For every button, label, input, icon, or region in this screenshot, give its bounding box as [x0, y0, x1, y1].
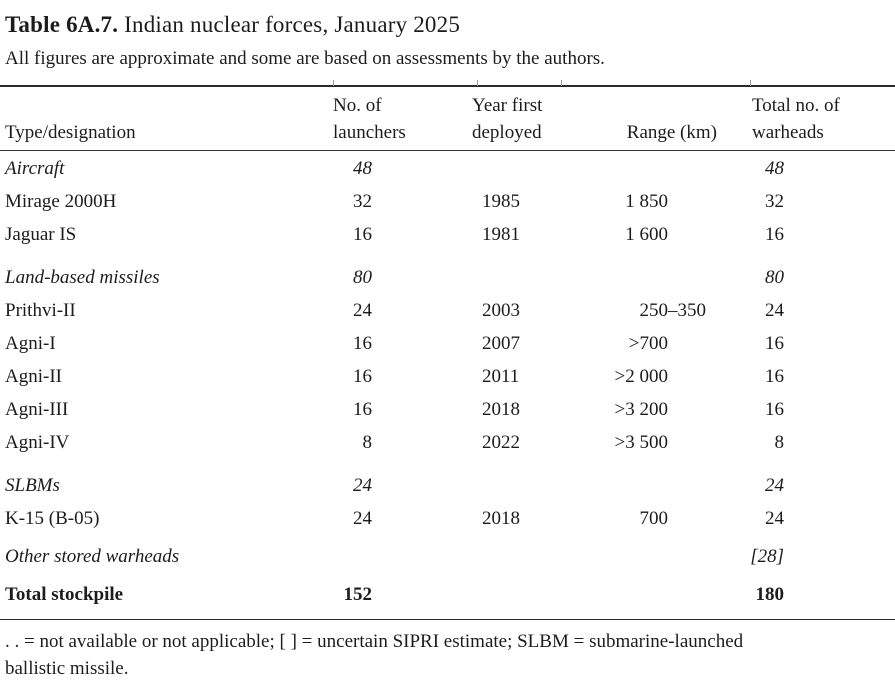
cell-type: Agni-IV: [5, 432, 70, 453]
cell-range: 700: [639, 508, 668, 529]
footnote-line-2: ballistic missile.: [5, 658, 129, 679]
cell-launchers: 24: [353, 508, 372, 529]
cell-range: 250–350: [639, 300, 706, 321]
cell-launchers: 24: [353, 300, 372, 321]
cell-launchers: 32: [353, 191, 372, 212]
table-title-text: Indian nuclear forces, January 2025: [118, 12, 461, 37]
cell-year: 2011: [482, 366, 520, 387]
cell-range: >3 200: [614, 399, 668, 420]
cell-launchers: 16: [353, 366, 372, 387]
cell-warheads: 180: [755, 584, 784, 605]
table-body: [0, 151, 895, 611]
table-row-agni-iii: [0, 393, 895, 426]
cell-range: [602, 261, 750, 294]
table-row-other-stored-warheads: [0, 540, 895, 573]
table-title: [0, 10, 895, 40]
cell-year: 2018: [482, 399, 520, 420]
cell-type: SLBMs: [5, 475, 60, 496]
cell-year: 2022: [482, 432, 520, 453]
bottom-rule: [0, 619, 895, 620]
table-row-jaguar-is: [0, 218, 895, 251]
cell-launchers: 16: [353, 399, 372, 420]
cell-launchers: 24: [353, 475, 372, 496]
cell-year: 2003: [482, 300, 520, 321]
cell-type: Other stored warheads: [5, 546, 180, 567]
cell-range: >2 000: [614, 366, 668, 387]
cell-range: [602, 469, 750, 502]
cell-type: Agni-I: [5, 333, 56, 354]
cell-range: [602, 578, 750, 611]
header-year-first-deployed: Year first deployed: [472, 95, 543, 143]
header-no-of-launchers: No. of launchers: [333, 95, 406, 143]
cell-warheads: 16: [765, 224, 784, 245]
cell-warheads: 32: [765, 191, 784, 212]
header-type-designation: Type/designation: [5, 122, 136, 143]
cell-launchers: 16: [353, 224, 372, 245]
top-rule: [0, 85, 895, 87]
cell-year: 1985: [482, 191, 520, 212]
cell-type: Prithvi-II: [5, 300, 76, 321]
cell-range: >3 500: [614, 432, 668, 453]
cell-year: [472, 261, 602, 294]
cell-year: [472, 578, 602, 611]
cell-launchers: [333, 540, 472, 573]
cell-type: Land-based missiles: [5, 267, 160, 288]
cell-year: 2018: [482, 508, 520, 529]
cell-year: [472, 540, 602, 573]
table-number: Table 6A.7.: [5, 12, 119, 37]
cell-launchers: 16: [353, 333, 372, 354]
table-row-land-based-missiles: [0, 261, 895, 294]
cell-year: [472, 152, 602, 185]
cell-type: K-15 (B-05): [5, 508, 100, 529]
cell-year: 2007: [482, 333, 520, 354]
cell-type: Aircraft: [5, 158, 65, 179]
cell-launchers: 152: [343, 584, 372, 605]
table-row-slbms: [0, 469, 895, 502]
table-footnote: [0, 628, 895, 682]
cell-warheads: 16: [765, 366, 784, 387]
header-total-no-of-warheads: Total no. of warheads: [752, 95, 840, 143]
cell-year: [472, 469, 602, 502]
cell-type: Jaguar IS: [5, 224, 77, 245]
table-row-aircraft: [0, 152, 895, 185]
cell-range: >700: [628, 333, 668, 354]
cell-range: [602, 152, 750, 185]
cell-launchers: 80: [353, 267, 372, 288]
cell-range: 1 600: [625, 224, 668, 245]
cell-warheads: [28]: [750, 546, 784, 567]
cell-warheads: 24: [765, 475, 784, 496]
cell-warheads: 80: [765, 267, 784, 288]
cell-warheads: 16: [765, 399, 784, 420]
table-row-prithvi-ii: [0, 294, 895, 327]
table-row-total-stockpile: [0, 578, 895, 611]
table-row-agni-ii: [0, 360, 895, 393]
column-tick: [333, 80, 334, 86]
column-tick: [477, 80, 478, 86]
header-range-km: Range (km): [626, 122, 717, 143]
cell-range: 1 850: [625, 191, 668, 212]
cell-warheads: 8: [774, 432, 784, 453]
cell-range: [602, 540, 750, 573]
footnote-line-1: . . = not available or not applicable; [ ] = uncertain SIPRI estimate; SLBM = submarine-launched: [5, 631, 744, 652]
table-row-agni-i: [0, 327, 895, 360]
header-rule: [0, 150, 895, 151]
cell-type: Agni-III: [5, 399, 69, 420]
column-tick: [750, 80, 751, 86]
table-header-row: [0, 87, 895, 150]
table-subtitle: All figures are approximate and some are based on assessments by the authors.: [5, 48, 605, 69]
cell-launchers: 48: [353, 158, 372, 179]
cell-year: 1981: [482, 224, 520, 245]
cell-warheads: 24: [765, 508, 784, 529]
cell-type: Agni-II: [5, 366, 62, 387]
cell-type: Total stockpile: [5, 584, 124, 605]
cell-launchers: 8: [362, 432, 372, 453]
cell-warheads: 16: [765, 333, 784, 354]
cell-warheads: 48: [765, 158, 784, 179]
column-tick: [561, 80, 562, 86]
cell-type: Mirage 2000H: [5, 191, 117, 212]
table-row-mirage-2000h: [0, 185, 895, 218]
table-row-k-15-b-05: [0, 502, 895, 535]
cell-warheads: 24: [765, 300, 784, 321]
table-row-agni-iv: [0, 426, 895, 459]
